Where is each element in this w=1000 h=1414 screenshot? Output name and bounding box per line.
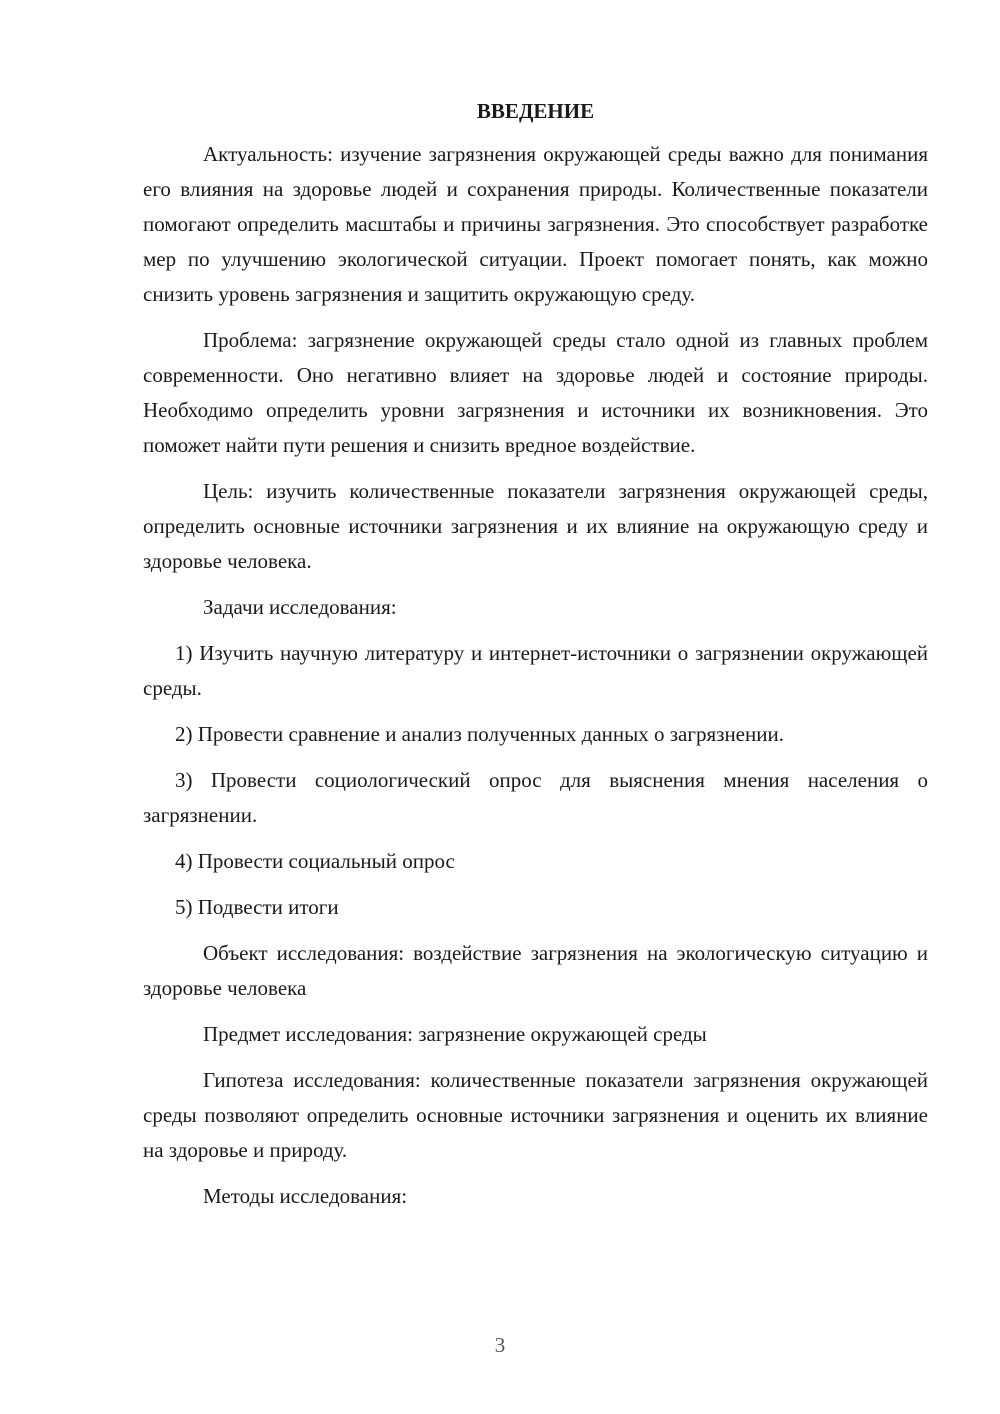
goal-paragraph: Цель: изучить количественные показатели загрязнения окружающей среды, определить основные источники загрязнения и их влияние на окружающую среду и здоровье человека. [143, 479, 928, 573]
task-item: 2) Провести сравнение и анализ полученных данных о загрязнении. [175, 722, 784, 746]
task-item: 3) Провести социологический опрос для выяснения мнения населения о загрязнении. [143, 768, 928, 827]
methods-heading: Методы исследования: [203, 1184, 408, 1208]
relevance-paragraph: Актуальность: изучение загрязнения окружающей среды важно для понимания его влияния на здоровье людей и сохранения природы. Количественные показатели помогают определить масштабы и причины загрязнения. Это способствует разработке мер по улучшению экологической ситуации. Проект помогает понять, как можно снизить уровень загрязнения и защитить окружающую среду. [143, 142, 928, 306]
task-item: 4) Провести социальный опрос [175, 849, 455, 873]
tasks-heading: Задачи исследования: [203, 595, 397, 619]
task-item: 5) Подвести итоги [175, 895, 339, 919]
document-body [143, 94, 928, 1225]
page-number: 3 [494, 1333, 506, 1357]
object-paragraph: Объект исследования: воздействие загрязнения на экологическую ситуацию и здоровье человека [143, 941, 928, 1000]
task-item: 1) Изучить научную литературу и интернет-источники о загрязнении окружающей среды. [143, 641, 928, 700]
subject-paragraph: Предмет исследования: загрязнение окружающей среды [203, 1022, 707, 1046]
hypothesis-paragraph: Гипотеза исследования: количественные показатели загрязнения окружающей среды позволяют определить основные источники загрязнения и оценить их влияние на здоровье и природу. [143, 1068, 928, 1162]
section-title: ВВЕДЕНИЕ [476, 99, 595, 123]
problem-paragraph: Проблема: загрязнение окружающей среды стало одной из главных проблем современности. Оно негативно влияет на здоровье людей и состояние природы. Необходимо определить уровни загрязнения и источники их возникновения. Это поможет найти пути решения и снизить вредное воздействие. [143, 328, 928, 457]
